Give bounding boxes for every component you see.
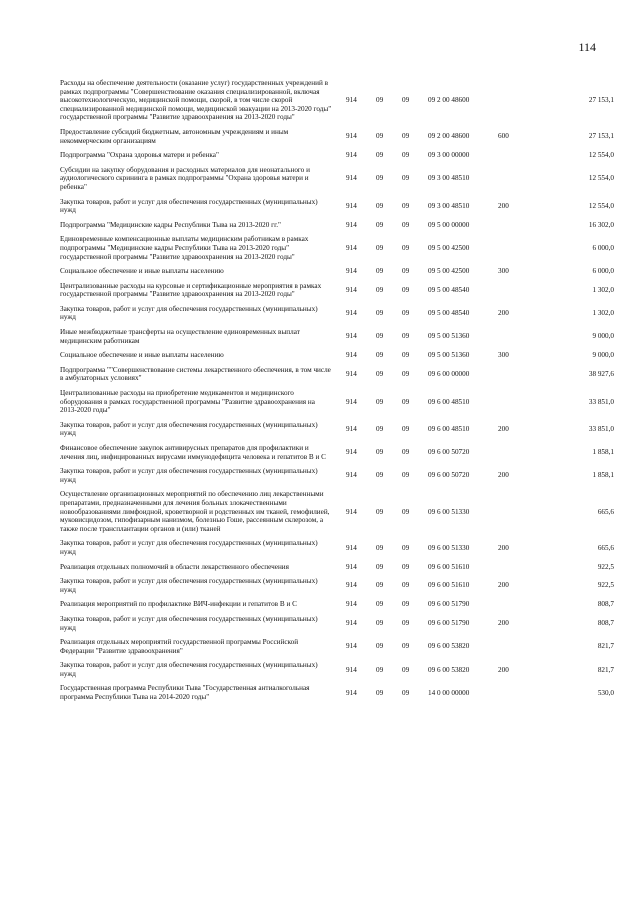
table-row xyxy=(60,464,614,487)
table-row xyxy=(60,279,614,302)
row-expense-kind: 600 xyxy=(498,132,509,141)
row-ministry-code: 914 xyxy=(346,309,357,318)
table-row xyxy=(60,363,614,386)
row-section: 09 xyxy=(376,151,384,160)
row-name: Субсидии на закупку оборудования и расходных материалов для неонатального и аудиологического скрининга в рамках подпрограммы "Охрана здоровья матери и ребенка" xyxy=(60,165,310,191)
row-expense-kind xyxy=(498,76,534,125)
table-row xyxy=(60,681,614,704)
row-ministry-code: 914 xyxy=(346,96,357,105)
row-section: 09 xyxy=(376,688,384,697)
row-ministry-code: 914 xyxy=(346,581,357,590)
row-section: 09 xyxy=(376,448,384,457)
row-subsection: 09 xyxy=(402,581,410,590)
budget-table-body xyxy=(60,76,614,705)
row-sum: 27 153,1 xyxy=(588,132,614,141)
row-name: Подпрограмма ""Совершенствование системы лекарственного обеспечения, в том числе в амбулаторных условиях" xyxy=(60,365,331,383)
row-ministry-code: 914 xyxy=(346,243,357,252)
table-row xyxy=(60,125,614,148)
row-name: Реализация мероприятий по профилактике ВИЧ-инфекции и гепатитов B и C xyxy=(60,600,297,609)
row-section: 09 xyxy=(376,619,384,628)
row-ministry-code: 914 xyxy=(346,425,357,434)
row-subsection: 09 xyxy=(402,132,410,141)
row-target-article: 09 6 00 51330 xyxy=(428,507,470,516)
row-section: 09 xyxy=(376,351,384,360)
row-section: 09 xyxy=(376,397,384,406)
row-name: Расходы на обеспечение деятельности (оказание услуг) государственных учреждений в рамках подпрограммы "Совершенствование оказания специализированной, включая высокотехнологическую, медицинской помощи, скорой, в том числе скорой специализированной медицинской помощи, медицинской эвакуации на 2013-2020 годы" государственной программы "Развитие здравоохранения на 2013-2020 годы" xyxy=(60,79,332,122)
row-sum: 12 554,0 xyxy=(588,201,614,210)
row-ministry-code: 914 xyxy=(346,151,357,160)
row-expense-kind: 200 xyxy=(498,201,509,210)
row-section: 09 xyxy=(376,507,384,516)
row-expense-kind: 300 xyxy=(498,351,509,360)
table-row xyxy=(60,487,614,536)
row-ministry-code: 914 xyxy=(346,507,357,516)
row-section: 09 xyxy=(376,562,384,571)
page-number: 114 xyxy=(578,40,596,54)
row-subsection: 09 xyxy=(402,642,410,651)
row-section: 09 xyxy=(376,267,384,276)
row-name: Закупка товаров, работ и услуг для обеспечения государственных (муниципальных) нужд xyxy=(60,614,318,632)
row-expense-kind xyxy=(498,232,534,264)
row-sum: 16 302,0 xyxy=(588,220,614,229)
table-row xyxy=(60,386,614,418)
row-target-article: 09 6 00 51610 xyxy=(428,581,470,590)
row-name: Подпрограмма "Медицинские кадры Республики Тыва на 2013-2020 гг." xyxy=(60,220,281,229)
row-expense-kind xyxy=(498,163,534,195)
row-target-article: 09 2 00 48600 xyxy=(428,132,470,141)
table-row xyxy=(60,536,614,559)
row-section: 09 xyxy=(376,642,384,651)
row-expense-kind xyxy=(498,279,534,302)
row-target-article: 09 6 00 51790 xyxy=(428,600,470,609)
row-ministry-code: 914 xyxy=(346,285,357,294)
row-ministry-code: 914 xyxy=(346,397,357,406)
row-name: Социальное обеспечение и иные выплаты населению xyxy=(60,267,224,276)
row-ministry-code: 914 xyxy=(346,471,357,480)
row-sum: 922,5 xyxy=(597,562,614,571)
row-name: Закупка товаров, работ и услуг для обеспечения государственных (муниципальных) нужд xyxy=(60,420,318,438)
row-expense-kind xyxy=(498,560,534,575)
row-subsection: 09 xyxy=(402,370,410,379)
row-sum: 12 554,0 xyxy=(588,151,614,160)
row-ministry-code: 914 xyxy=(346,562,357,571)
row-target-article: 09 6 00 00000 xyxy=(428,370,470,379)
row-sum: 1 302,0 xyxy=(592,309,614,318)
row-name: Закупка товаров, работ и услуг для обеспечения государственных (муниципальных) нужд xyxy=(60,304,318,322)
table-row xyxy=(60,560,614,575)
table-row xyxy=(60,574,614,597)
table-row xyxy=(60,325,614,348)
row-subsection: 09 xyxy=(402,562,410,571)
row-subsection: 09 xyxy=(402,543,410,552)
table-row xyxy=(60,658,614,681)
row-subsection: 09 xyxy=(402,351,410,360)
row-section: 09 xyxy=(376,425,384,434)
row-expense-kind: 300 xyxy=(498,267,509,276)
row-subsection: 09 xyxy=(402,96,410,105)
row-sum: 821,7 xyxy=(597,665,614,674)
row-expense-kind: 200 xyxy=(498,309,509,318)
row-subsection: 09 xyxy=(402,619,410,628)
row-sum: 530,0 xyxy=(597,688,614,697)
row-name: Реализация отдельных мероприятий государственной программы Российской Федерации "Развитие здравоохранения" xyxy=(60,638,299,655)
row-target-article: 09 3 00 00000 xyxy=(428,151,470,160)
row-sum: 38 927,6 xyxy=(588,370,614,379)
row-ministry-code: 914 xyxy=(346,174,357,183)
row-target-article: 09 6 00 53820 xyxy=(428,642,470,651)
row-expense-kind xyxy=(498,487,534,536)
row-expense-kind xyxy=(498,635,534,658)
row-section: 09 xyxy=(376,96,384,105)
row-expense-kind: 200 xyxy=(498,665,509,674)
row-sum: 821,7 xyxy=(597,642,614,651)
row-sum: 808,7 xyxy=(597,619,614,628)
row-subsection: 09 xyxy=(402,665,410,674)
row-ministry-code: 914 xyxy=(346,370,357,379)
row-section: 09 xyxy=(376,309,384,318)
budget-table xyxy=(60,76,614,705)
row-sum: 9 000,0 xyxy=(592,351,614,360)
table-row xyxy=(60,76,614,125)
row-target-article: 09 6 00 51790 xyxy=(428,619,470,628)
row-sum: 665,6 xyxy=(597,543,614,552)
row-target-article: 09 5 00 51360 xyxy=(428,351,470,360)
row-section: 09 xyxy=(376,581,384,590)
row-target-article: 09 6 00 51330 xyxy=(428,543,470,552)
row-name: Закупка товаров, работ и услуг для обеспечения государственных (муниципальных) нужд xyxy=(60,539,318,556)
row-subsection: 09 xyxy=(402,285,410,294)
row-target-article: 09 5 00 42500 xyxy=(428,267,470,276)
row-subsection: 09 xyxy=(402,507,410,516)
table-row xyxy=(60,148,614,163)
table-row xyxy=(60,441,614,464)
row-expense-kind xyxy=(498,597,534,612)
row-sum: 12 554,0 xyxy=(588,174,614,183)
row-expense-kind xyxy=(498,148,534,163)
row-ministry-code: 914 xyxy=(346,332,357,341)
row-subsection: 09 xyxy=(402,332,410,341)
row-subsection: 09 xyxy=(402,201,410,210)
row-target-article: 09 6 00 48510 xyxy=(428,397,470,406)
row-name: Закупка товаров, работ и услуг для обеспечения государственных (муниципальных) нужд xyxy=(60,467,318,484)
row-target-article: 09 5 00 42500 xyxy=(428,243,470,252)
row-name: Закупка товаров, работ и услуг для обеспечения государственных (муниципальных) нужд xyxy=(60,661,318,678)
row-expense-kind: 200 xyxy=(498,425,509,434)
table-row xyxy=(60,612,614,635)
row-ministry-code: 914 xyxy=(346,448,357,457)
row-target-article: 09 3 00 48510 xyxy=(428,201,470,210)
row-ministry-code: 914 xyxy=(346,132,357,141)
row-expense-kind: 200 xyxy=(498,619,509,628)
row-section: 09 xyxy=(376,285,384,294)
table-row xyxy=(60,597,614,612)
row-target-article: 09 3 00 48510 xyxy=(428,174,470,183)
row-expense-kind: 200 xyxy=(498,543,509,552)
row-sum: 9 000,0 xyxy=(592,332,614,341)
table-row xyxy=(60,218,614,233)
row-name: Централизованные расходы на приобретение медикаментов и медицинского оборудования в рамках государственной программы "Развитие здравоохранения на 2013-2020 годы" xyxy=(60,389,315,415)
row-section: 09 xyxy=(376,132,384,141)
row-sum: 808,7 xyxy=(597,600,614,609)
row-name: Финансовое обеспечение закупок антивирусных препаратов для профилактики и лечения лиц, инфицированных вирусами иммунодефицита человека и гепатитов B и C xyxy=(60,444,326,461)
row-ministry-code: 914 xyxy=(346,600,357,609)
row-expense-kind xyxy=(498,325,534,348)
row-subsection: 09 xyxy=(402,174,410,183)
table-row xyxy=(60,163,614,195)
row-section: 09 xyxy=(376,220,384,229)
row-name: Единовременные компенсационные выплаты медицинским работникам в рамках подпрограммы "Медицинские кадры Республики Тыва на 2013-2020 годы" государственной программы "Развитие здравоохранения на 2013-2020 годы" xyxy=(60,235,309,261)
row-ministry-code: 914 xyxy=(346,665,357,674)
row-ministry-code: 914 xyxy=(346,688,357,697)
row-target-article: 09 2 00 48600 xyxy=(428,96,470,105)
row-section: 09 xyxy=(376,201,384,210)
row-name: Иные межбюджетные трансферты на осуществление единовременных выплат медицинским работникам xyxy=(60,328,300,345)
row-expense-kind xyxy=(498,218,534,233)
row-ministry-code: 914 xyxy=(346,619,357,628)
row-target-article: 09 5 00 51360 xyxy=(428,332,470,341)
row-sum: 6 000,0 xyxy=(592,267,614,276)
row-target-article: 14 0 00 00000 xyxy=(428,688,470,697)
row-target-article: 09 5 00 48540 xyxy=(428,309,470,318)
row-sum: 1 858,1 xyxy=(592,471,614,480)
row-name: Закупка товаров, работ и услуг для обеспечения государственных (муниципальных) нужд xyxy=(60,197,318,215)
row-expense-kind xyxy=(498,681,534,704)
row-subsection: 09 xyxy=(402,600,410,609)
row-name: Централизованные расходы на курсовые и сертификационные мероприятия в рамках государственной программы "Развитие здравоохранения на 2013-2020 годы" xyxy=(60,281,322,299)
row-target-article: 09 6 00 50720 xyxy=(428,448,470,457)
row-target-article: 09 6 00 48510 xyxy=(428,425,470,434)
row-subsection: 09 xyxy=(402,425,410,434)
row-sum: 33 851,0 xyxy=(588,397,614,406)
row-section: 09 xyxy=(376,332,384,341)
row-expense-kind xyxy=(498,441,534,464)
table-row xyxy=(60,195,614,218)
row-section: 09 xyxy=(376,370,384,379)
row-name: Реализация отдельных полномочий в области лекарственного обеспечения xyxy=(60,562,289,571)
row-name: Социальное обеспечение и иные выплаты населению xyxy=(60,351,224,360)
row-subsection: 09 xyxy=(402,397,410,406)
row-subsection: 09 xyxy=(402,448,410,457)
row-target-article: 09 5 00 00000 xyxy=(428,220,470,229)
row-expense-kind: 200 xyxy=(498,581,509,590)
row-sum: 33 851,0 xyxy=(588,425,614,434)
row-expense-kind xyxy=(498,363,534,386)
row-subsection: 09 xyxy=(402,471,410,480)
row-subsection: 09 xyxy=(402,309,410,318)
row-sum: 1 858,1 xyxy=(592,448,614,457)
row-name: Осуществление организационных мероприятий по обеспечению лиц лекарственными препаратами, предназначенными для лечения больных злокачественными новообразованиями лимфоидной, кроветворной и родственных им тканей, гемофилией, муковисцидозом, гипофизарным нанизмом, болезнью Гоше, рассеянным склерозом, а также после трансплантации органов и (или) тканей xyxy=(60,490,330,533)
row-target-article: 09 6 00 53820 xyxy=(428,665,470,674)
row-subsection: 09 xyxy=(402,688,410,697)
row-section: 09 xyxy=(376,243,384,252)
row-sum: 27 153,1 xyxy=(588,96,614,105)
row-subsection: 09 xyxy=(402,243,410,252)
row-name: Подпрограмма "Охрана здоровья матери и ребенка" xyxy=(60,151,219,160)
row-ministry-code: 914 xyxy=(346,543,357,552)
row-section: 09 xyxy=(376,471,384,480)
row-ministry-code: 914 xyxy=(346,267,357,276)
row-name: Государственная программа Республики Тыва "Государственная антиалкогольная программа Республики Тыва на 2014-2020 годы" xyxy=(60,684,310,702)
table-row xyxy=(60,232,614,264)
row-section: 09 xyxy=(376,665,384,674)
table-row xyxy=(60,302,614,325)
row-section: 09 xyxy=(376,543,384,552)
row-subsection: 09 xyxy=(402,220,410,229)
row-sum: 665,6 xyxy=(597,507,614,516)
row-target-article: 09 6 00 50720 xyxy=(428,471,470,480)
row-ministry-code: 914 xyxy=(346,642,357,651)
row-name: Предоставление субсидий бюджетным, автономным учреждениям и иным некоммерческим организациям xyxy=(60,127,289,145)
row-expense-kind: 200 xyxy=(498,471,509,480)
row-section: 09 xyxy=(376,174,384,183)
table-row xyxy=(60,635,614,658)
row-target-article: 09 6 00 51610 xyxy=(428,562,470,571)
row-target-article: 09 5 00 48540 xyxy=(428,285,470,294)
row-sum: 922,5 xyxy=(597,581,614,590)
row-ministry-code: 914 xyxy=(346,201,357,210)
row-sum: 6 000,0 xyxy=(592,243,614,252)
row-section: 09 xyxy=(376,600,384,609)
table-row xyxy=(60,348,614,363)
row-ministry-code: 914 xyxy=(346,220,357,229)
table-row xyxy=(60,418,614,441)
row-ministry-code: 914 xyxy=(346,351,357,360)
row-expense-kind xyxy=(498,386,534,418)
table-row xyxy=(60,264,614,279)
row-sum: 1 302,0 xyxy=(592,285,614,294)
row-subsection: 09 xyxy=(402,151,410,160)
row-subsection: 09 xyxy=(402,267,410,276)
row-name: Закупка товаров, работ и услуг для обеспечения государственных (муниципальных) нужд xyxy=(60,577,318,594)
